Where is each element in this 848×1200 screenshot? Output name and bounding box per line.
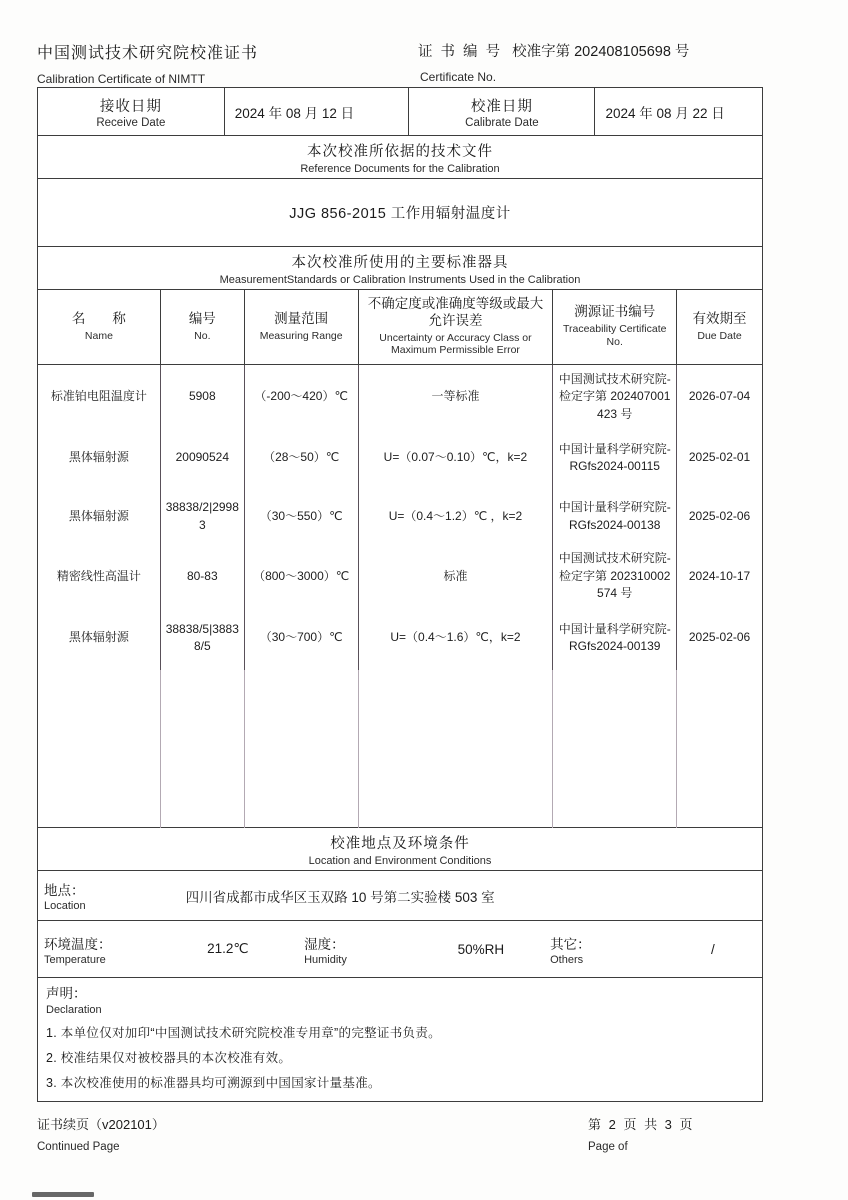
page-number-en: Page of — [588, 1140, 628, 1153]
col-range-cn: 测量范围 — [274, 310, 329, 326]
calibrate-date-value: 2024 年 08 月 22 日 — [605, 105, 725, 121]
location-header-cn: 校准地点及环境条件 — [330, 836, 470, 852]
others-label-cn: 其它： — [550, 936, 591, 952]
scan-edge-mark — [32, 1192, 94, 1197]
cell-no: 20090524 — [161, 430, 245, 487]
table-row — [38, 547, 762, 607]
empty-cell — [245, 670, 359, 828]
receive-date-label-en: Receive Date — [96, 116, 166, 129]
empty-cell — [38, 670, 161, 828]
certificate-number-block — [418, 40, 763, 88]
footer-left — [37, 1114, 165, 1153]
cell-name: 黑体辐射源 — [38, 430, 161, 487]
cell-duedate: 2025-02-06 — [688, 630, 751, 645]
column-header-name — [38, 290, 161, 364]
cell-uncertainty: 一等标准 — [359, 365, 554, 430]
cell-traceability: 中国计量科学研究院-RGfs2024-00138 — [553, 487, 677, 547]
declaration-section — [37, 977, 763, 1102]
col-duedate-cn: 有效期至 — [692, 310, 747, 326]
page-footer — [37, 1114, 763, 1153]
cell-range: （28～50）℃ — [245, 430, 359, 487]
location-row — [38, 870, 762, 920]
location-label — [38, 879, 86, 912]
declaration-label-en: Declaration — [46, 1003, 102, 1016]
cell-duedate: 2026-07-04 — [688, 389, 751, 404]
cell-no: 5908 — [161, 365, 245, 430]
page-content — [37, 0, 763, 1153]
standards-header-cn: 本次校准所使用的主要标准器具 — [291, 255, 509, 271]
table-row — [38, 487, 762, 547]
cell-uncertainty: 标准 — [359, 547, 554, 607]
temperature-label — [38, 933, 158, 966]
humidity-label-cn: 湿度： — [304, 936, 345, 952]
location-environment-section — [37, 827, 763, 978]
cell-duedate: 2024-10-17 — [688, 568, 751, 583]
location-value: 四川省成都市成华区玉双路 10 号第二实验楼 503 室 — [185, 889, 495, 905]
humidity-label — [298, 933, 418, 966]
location-header-en: Location and Environment Conditions — [308, 855, 492, 867]
standards-header-en: MeasurementStandards or Calibration Instruments Used in the Calibration — [219, 274, 581, 286]
standards-table — [37, 289, 763, 829]
standards-section-header — [37, 246, 763, 290]
declaration-label-cn: 声明： — [46, 985, 87, 1001]
continued-page-cn: 证书续页（v202101） — [37, 1116, 165, 1132]
cell-name: 黑体辐射源 — [38, 607, 161, 670]
table-row — [38, 365, 762, 430]
empty-cell — [161, 670, 245, 828]
cell-no: 38838/2|2998 3 — [161, 487, 245, 547]
humidity-label-en: Humidity — [304, 953, 347, 966]
temperature-label-cn: 环境温度： — [44, 936, 112, 952]
reference-header-cn: 本次校准所依据的技术文件 — [307, 144, 493, 160]
declaration-item: 2. 校准结果仅对被校器具的本次校准有效。 — [46, 1050, 292, 1065]
table-empty-row — [38, 670, 762, 828]
cell-name: 黑体辐射源 — [38, 487, 161, 547]
empty-cell — [553, 670, 677, 828]
cell-range: （30～550）℃ — [245, 487, 359, 547]
continued-page-en: Continued Page — [37, 1140, 120, 1153]
document-header — [37, 40, 763, 88]
location-section-header — [38, 828, 762, 870]
location-label-en: Location — [44, 900, 86, 912]
column-header-no — [161, 290, 245, 364]
location-label-cn: 地点： — [44, 883, 85, 898]
cell-name: 标准铂电阻温度计 — [38, 365, 161, 430]
title-block — [37, 40, 258, 88]
reference-section-header — [37, 135, 763, 179]
column-header-uncertainty — [359, 290, 554, 364]
calibrate-date-label — [409, 88, 595, 136]
declaration-item: 1. 本单位仅对加印“中国测试技术研究院校准专用章”的完整证书负责。 — [46, 1025, 441, 1040]
declaration-item: 3. 本次校准使用的标准器具均可溯源到中国国家计量基准。 — [46, 1075, 381, 1090]
empty-cell — [359, 670, 554, 828]
cell-name: 精密线性高温计 — [38, 547, 161, 607]
col-name-cn: 名 称 — [71, 310, 126, 326]
col-traceability-cn: 溯源证书编号 — [574, 304, 656, 320]
col-uncertainty-en: Uncertainty or Accuracy Class or Maximum Permissible Error — [379, 331, 532, 357]
col-range-en: Measuring Range — [259, 329, 343, 342]
cell-range: （-200～420）℃ — [245, 365, 359, 430]
column-header-traceability — [553, 290, 677, 364]
col-name-en: Name — [84, 329, 113, 342]
empty-cell — [677, 670, 762, 828]
certificate-number-label: 证 书 编 号 — [418, 44, 503, 60]
col-uncertainty-cn: 不确定度或准确度等级或最大允许误差 — [367, 296, 544, 328]
standards-table-header-row — [38, 290, 762, 365]
cell-uncertainty: U=（0.4～1.6）℃，k=2 — [359, 607, 554, 670]
page-title-en: Calibration Certificate of NIMTT — [37, 72, 206, 86]
temperature-value: 21.2℃ — [207, 941, 249, 956]
cell-uncertainty: U=（0.4～1.2）℃ ，k=2 — [359, 487, 554, 547]
col-traceability-en: Traceability Certificate No. — [562, 323, 667, 348]
col-no-cn: 编号 — [188, 310, 216, 326]
column-header-duedate — [677, 290, 762, 364]
col-duedate-en: Due Date — [697, 329, 742, 342]
footer-right — [588, 1114, 763, 1153]
receive-date-label — [38, 88, 225, 136]
temperature-label-en: Temperature — [44, 953, 106, 966]
calibrate-date-label-en: Calibrate Date — [465, 116, 539, 129]
reference-header-en: Reference Documents for the Calibration — [300, 163, 500, 175]
cell-traceability: 中国计量科学研究院-RGfs2024-00139 — [553, 607, 677, 670]
certificate-number-line — [418, 40, 763, 61]
others-label — [544, 933, 664, 966]
calibrate-date-label-cn: 校准日期 — [470, 98, 533, 115]
cell-duedate: 2025-02-06 — [688, 508, 751, 523]
others-label-en: Others — [550, 953, 584, 966]
receive-date-label-cn: 接收日期 — [99, 98, 162, 115]
receive-date-value: 2024 年 08 月 12 日 — [225, 88, 410, 136]
table-row — [38, 430, 762, 487]
reference-document-value: JJG 856-2015 工作用辐射温度计 — [37, 178, 763, 248]
humidity-value: 50%RH — [457, 941, 505, 957]
cell-traceability: 中国计量科学研究院-RGfs2024-00115 — [553, 430, 677, 487]
cell-no: 80-83 — [161, 547, 245, 607]
column-header-range — [245, 290, 359, 364]
environment-row — [38, 920, 762, 977]
cell-traceability: 中国测试技术研究院-检定字第 202407001423 号 — [553, 365, 677, 430]
cell-range: （30～700）℃ — [245, 607, 359, 670]
others-value: / — [710, 941, 715, 957]
cell-duedate: 2025-02-01 — [688, 450, 751, 465]
certificate-number-value: 校准字第 202408105698 号 — [512, 44, 690, 60]
cell-uncertainty: U=（0.07～0.10）℃，k=2 — [359, 430, 554, 487]
cell-range: （800～3000）℃ — [245, 547, 359, 607]
page-title: 中国测试技术研究院校准证书 — [37, 45, 259, 62]
cell-no: 38838/5|38838/5 — [161, 607, 245, 670]
cell-traceability: 中国测试技术研究院-检定字第 202310002574 号 — [553, 547, 677, 607]
date-table — [37, 87, 763, 137]
table-row — [38, 607, 762, 670]
col-no-en: No. — [194, 329, 211, 342]
certificate-number-label-en: Certificate No. — [420, 70, 497, 84]
page-number-cn: 第 2 页 共 3 页 — [588, 1116, 695, 1132]
